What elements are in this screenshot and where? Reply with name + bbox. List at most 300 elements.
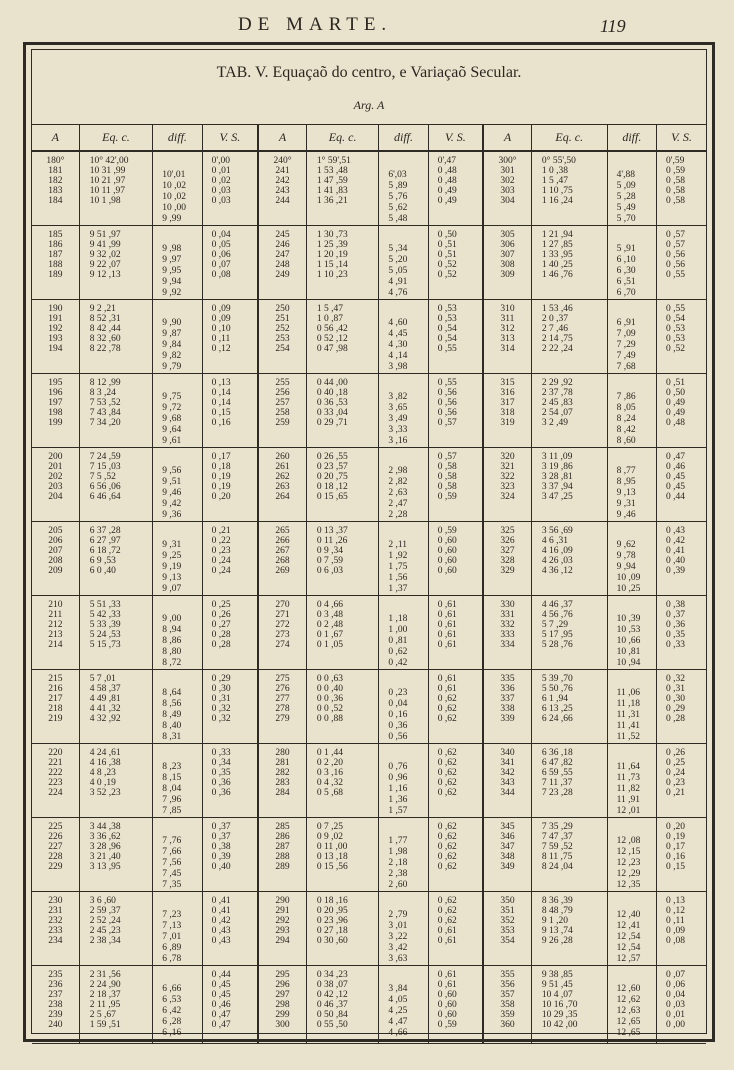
a-value: 213 bbox=[48, 630, 63, 640]
eq-value: 8 3 ,24 bbox=[89, 388, 116, 398]
vs-value: 0 ,59 bbox=[437, 492, 457, 502]
a-value: 198 bbox=[48, 408, 63, 418]
a-value: 335 bbox=[500, 674, 515, 684]
cell-diff bbox=[607, 226, 656, 300]
vs-value: 0 ,41 bbox=[666, 546, 686, 556]
eq-value: 0 23 ,57 bbox=[316, 462, 348, 472]
diff-value: 1 ,36 bbox=[388, 795, 408, 805]
col-header-vs: V. S. bbox=[428, 125, 483, 152]
a-value: 344 bbox=[500, 788, 515, 798]
eq-value: 3 37 ,94 bbox=[541, 482, 573, 492]
diff-value: 8 ,94 bbox=[162, 625, 182, 635]
cell-eq bbox=[531, 596, 607, 670]
vs-value: 0 ,56 bbox=[437, 398, 457, 408]
a-value: 277 bbox=[275, 694, 290, 704]
cell-a bbox=[483, 818, 531, 892]
vs-value: 0 ,36 bbox=[211, 778, 231, 788]
cell-eq bbox=[531, 892, 607, 966]
a-value: 238 bbox=[48, 1000, 63, 1010]
eq-value: 6 0 ,40 bbox=[89, 566, 116, 576]
vs-value: 0 ,24 bbox=[211, 556, 231, 566]
cell-a bbox=[258, 522, 306, 596]
cell-diff bbox=[379, 966, 428, 1044]
vs-value: 0 ,48 bbox=[666, 418, 686, 428]
vs-value: 0 ,59 bbox=[666, 166, 686, 176]
a-value: 340 bbox=[500, 748, 515, 758]
a-value: 306 bbox=[500, 240, 515, 250]
diff-value: 9 ,42 bbox=[162, 499, 182, 509]
eq-value: 0 13 ,37 bbox=[316, 526, 348, 536]
diff-value: 3 ,33 bbox=[388, 425, 408, 435]
eq-value: 7 23 ,28 bbox=[541, 788, 573, 798]
cell-diff bbox=[379, 151, 428, 226]
vs-value: 0 ,58 bbox=[666, 196, 686, 206]
eq-value: 0 20 ,75 bbox=[316, 472, 348, 482]
diff-value: 4 ,60 bbox=[388, 318, 408, 328]
diff-value: 7 ,09 bbox=[616, 329, 636, 339]
a-value: 322 bbox=[500, 472, 515, 482]
eq-value: 1 40 ,25 bbox=[541, 260, 573, 270]
eq-value: 4 36 ,12 bbox=[541, 566, 573, 576]
vs-value: 0 ,33 bbox=[666, 640, 686, 650]
eq-value: 10 4 ,07 bbox=[541, 990, 573, 1000]
eq-value: 9 51 ,97 bbox=[89, 230, 121, 240]
diff-value: 6 ,66 bbox=[162, 984, 182, 994]
a-value: 240° bbox=[273, 156, 292, 166]
vs-value: 0 ,38 bbox=[211, 842, 231, 852]
page-number: 119 bbox=[600, 16, 626, 36]
diff-value: 9 ,79 bbox=[162, 362, 182, 372]
a-value: 241 bbox=[275, 166, 290, 176]
eq-value: 1 53 ,46 bbox=[541, 304, 573, 314]
diff-value: 8 ,95 bbox=[616, 477, 636, 487]
vs-value: 0 ,25 bbox=[211, 600, 231, 610]
a-value: 305 bbox=[500, 230, 515, 240]
a-value: 287 bbox=[275, 842, 290, 852]
eq-value: 9 12 ,13 bbox=[89, 270, 121, 280]
cell-vs bbox=[657, 226, 706, 300]
vs-value: 0 ,60 bbox=[437, 556, 457, 566]
vs-value: 0 ,55 bbox=[437, 344, 457, 354]
diff-value: 1 ,37 bbox=[388, 584, 408, 594]
a-value: 207 bbox=[48, 546, 63, 556]
eq-value: 1 36 ,21 bbox=[316, 196, 348, 206]
eq-value: 0 47 ,98 bbox=[316, 344, 348, 354]
eq-value: 7 59 ,52 bbox=[541, 842, 573, 852]
diff-offset bbox=[153, 526, 201, 540]
cell-diff bbox=[607, 744, 656, 818]
a-value: 239 bbox=[48, 1010, 63, 1020]
eq-value: 1 5 ,47 bbox=[541, 176, 569, 186]
diff-value: 3 ,63 bbox=[388, 954, 408, 964]
col-header-a: A bbox=[258, 125, 306, 152]
cell-eq bbox=[531, 670, 607, 744]
vs-value: 0 ,62 bbox=[437, 916, 457, 926]
a-value: 320 bbox=[500, 452, 515, 462]
eq-value: 0 18 ,12 bbox=[316, 482, 348, 492]
a-value: 270 bbox=[275, 600, 290, 610]
diff-value: 6 ,91 bbox=[616, 318, 636, 328]
col-header-diff: diff. bbox=[153, 125, 202, 152]
a-value: 296 bbox=[275, 980, 290, 990]
diff-value: 9 ,94 bbox=[616, 562, 636, 572]
a-value: 194 bbox=[48, 344, 63, 354]
diff-offset bbox=[153, 452, 201, 466]
eq-value: 4 32 ,92 bbox=[89, 714, 121, 724]
diff-value: 8 ,05 bbox=[616, 403, 636, 413]
vs-value: 0 ,12 bbox=[211, 344, 231, 354]
vs-value: 0 ,16 bbox=[211, 418, 231, 428]
diff-value: 5 ,34 bbox=[388, 244, 408, 254]
table-row bbox=[32, 818, 706, 892]
vs-value: 0 ,39 bbox=[211, 852, 231, 862]
a-value: 349 bbox=[500, 862, 515, 872]
table-row bbox=[32, 300, 706, 374]
vs-value: 0 ,19 bbox=[211, 482, 231, 492]
eq-value: 1 59 ,51 bbox=[89, 1020, 121, 1030]
eq-value: 0 15 ,56 bbox=[316, 862, 348, 872]
diff-value: 10 ,02 bbox=[162, 181, 186, 191]
header-row bbox=[32, 125, 706, 152]
cell-a bbox=[32, 448, 79, 522]
a-value: 325 bbox=[500, 526, 515, 536]
eq-value: 9 41 ,99 bbox=[89, 240, 121, 250]
diff-value: 12 ,23 bbox=[616, 858, 641, 868]
vs-value: 0 ,20 bbox=[211, 492, 231, 502]
eq-value: 10 11 ,97 bbox=[89, 186, 125, 196]
table-row bbox=[32, 374, 706, 448]
eq-value: 1 16 ,24 bbox=[541, 196, 573, 206]
a-value: 293 bbox=[275, 926, 290, 936]
eq-value: 8 11 ,75 bbox=[541, 852, 573, 862]
vs-value: 0 ,43 bbox=[211, 936, 231, 946]
eq-value: 0 3 ,16 bbox=[316, 768, 344, 778]
vs-value: 0 ,62 bbox=[437, 862, 457, 872]
diff-value: 8 ,80 bbox=[162, 647, 182, 657]
diff-value: 8 ,86 bbox=[162, 636, 182, 646]
a-value: 316 bbox=[500, 388, 515, 398]
vs-value: 0 ,38 bbox=[666, 600, 686, 610]
eq-value: 1 47 ,59 bbox=[316, 176, 348, 186]
col-header-eq: Eq. c. bbox=[306, 125, 378, 152]
cell-vs bbox=[428, 151, 483, 226]
eq-value: 5 50 ,76 bbox=[541, 684, 573, 694]
a-value: 269 bbox=[275, 566, 290, 576]
a-value: 247 bbox=[275, 250, 290, 260]
diff-value: 4 ,05 bbox=[388, 995, 408, 1005]
cell-diff bbox=[379, 596, 428, 670]
vs-value: 0 ,60 bbox=[437, 990, 457, 1000]
eq-value: 0 15 ,65 bbox=[316, 492, 348, 502]
equation-table bbox=[32, 124, 706, 1044]
diff-value: 0 ,62 bbox=[388, 647, 408, 657]
cell-diff bbox=[153, 670, 202, 744]
eq-value: 4 6 ,31 bbox=[541, 536, 569, 546]
vs-value: 0 ,19 bbox=[666, 832, 686, 842]
diff-value: 7 ,76 bbox=[162, 836, 182, 846]
a-value: 311 bbox=[500, 314, 515, 324]
diff-value: 8 ,56 bbox=[162, 699, 182, 709]
vs-value: 0 ,61 bbox=[437, 610, 457, 620]
eq-value: 0 38 ,07 bbox=[316, 980, 348, 990]
a-value: 208 bbox=[48, 556, 63, 566]
diff-value: 2 ,79 bbox=[388, 910, 408, 920]
vs-value: 0 ,12 bbox=[666, 906, 686, 916]
diff-value: 4 ,47 bbox=[388, 1017, 408, 1027]
diff-value: 9 ,68 bbox=[162, 414, 182, 424]
a-value: 345 bbox=[500, 822, 515, 832]
diff-value: 3 ,01 bbox=[388, 921, 408, 931]
a-value: 297 bbox=[275, 990, 290, 1000]
a-value: 323 bbox=[500, 482, 515, 492]
a-value: 304 bbox=[500, 196, 515, 206]
a-value: 267 bbox=[275, 546, 290, 556]
cell-a bbox=[32, 670, 79, 744]
vs-value: 0 ,28 bbox=[666, 714, 686, 724]
cell-diff bbox=[153, 966, 202, 1044]
vs-value: 0 ,51 bbox=[437, 250, 457, 260]
diff-value: 6 ,42 bbox=[162, 1006, 182, 1016]
eq-value: 6 18 ,72 bbox=[89, 546, 121, 556]
vs-value: 0 ,59 bbox=[437, 526, 457, 536]
cell-diff bbox=[607, 966, 656, 1044]
diff-value: 5 ,70 bbox=[616, 214, 636, 224]
eq-value: 0 3 ,48 bbox=[316, 610, 344, 620]
cell-diff bbox=[607, 818, 656, 892]
cell-diff bbox=[153, 300, 202, 374]
eq-value: 2 14 ,75 bbox=[541, 334, 573, 344]
vs-value: 0 ,23 bbox=[211, 546, 231, 556]
a-value: 302 bbox=[500, 176, 515, 186]
col-header-diff: diff. bbox=[379, 125, 428, 152]
eq-value: 8 48 ,79 bbox=[541, 906, 573, 916]
a-value: 312 bbox=[500, 324, 515, 334]
eq-value: 3 36 ,62 bbox=[89, 832, 121, 842]
diff-value: 1 ,57 bbox=[388, 806, 408, 816]
cell-vs bbox=[202, 226, 258, 300]
diff-value: 6 ,51 bbox=[616, 277, 636, 287]
cell-a bbox=[258, 966, 306, 1044]
diff-value: 4',88 bbox=[616, 170, 635, 180]
a-value: 289 bbox=[275, 862, 290, 872]
vs-value: 0 ,50 bbox=[666, 388, 686, 398]
vs-value: 0 ,62 bbox=[437, 748, 457, 758]
cell-vs bbox=[202, 374, 258, 448]
eq-value: 9 1 ,20 bbox=[541, 916, 569, 926]
a-value: 197 bbox=[48, 398, 63, 408]
a-value: 286 bbox=[275, 832, 290, 842]
eq-value: 5 39 ,70 bbox=[541, 674, 573, 684]
diff-value: 6 ,10 bbox=[616, 255, 636, 265]
vs-value: 0 ,03 bbox=[211, 196, 231, 206]
a-value: 262 bbox=[275, 472, 290, 482]
vs-value: 0 ,45 bbox=[211, 980, 231, 990]
cell-diff bbox=[153, 448, 202, 522]
cell-eq bbox=[531, 374, 607, 448]
cell-eq bbox=[79, 226, 153, 300]
diff-value: 5 ,89 bbox=[388, 181, 408, 191]
a-value: 257 bbox=[275, 398, 290, 408]
eq-value: 0 56 ,42 bbox=[316, 324, 348, 334]
eq-value: 0 2 ,48 bbox=[316, 620, 344, 630]
eq-value: 2 38 ,34 bbox=[89, 936, 121, 946]
cell-diff bbox=[153, 596, 202, 670]
cell-a bbox=[32, 300, 79, 374]
eq-value: 6 13 ,25 bbox=[541, 704, 573, 714]
eq-value: 6 37 ,28 bbox=[89, 526, 121, 536]
vs-value: 0 ,47 bbox=[666, 452, 686, 462]
vs-value: 0 ,37 bbox=[211, 822, 231, 832]
a-value: 190 bbox=[48, 304, 63, 314]
a-value: 324 bbox=[500, 492, 515, 502]
eq-value: 0 23 ,96 bbox=[316, 916, 348, 926]
a-value: 291 bbox=[275, 906, 290, 916]
a-value: 253 bbox=[275, 334, 290, 344]
eq-value: 1 53 ,48 bbox=[316, 166, 348, 176]
eq-value: 0° 55',50 bbox=[541, 156, 576, 166]
running-title: DE MARTE. bbox=[238, 14, 393, 35]
cell-vs bbox=[657, 522, 706, 596]
vs-value: 0 ,17 bbox=[666, 842, 686, 852]
diff-value: 1 ,92 bbox=[388, 551, 408, 561]
eq-value: 10 29 ,35 bbox=[541, 1010, 578, 1020]
diff-value: 5 ,49 bbox=[616, 203, 636, 213]
vs-value: 0 ,32 bbox=[666, 674, 686, 684]
eq-value: 2 0 ,37 bbox=[541, 314, 569, 324]
vs-value: 0 ,59 bbox=[437, 1020, 457, 1030]
a-value: 249 bbox=[275, 270, 290, 280]
vs-value: 0 ,57 bbox=[666, 240, 686, 250]
cell-vs bbox=[202, 892, 258, 966]
eq-value: 5 33 ,39 bbox=[89, 620, 121, 630]
eq-value: 3 28 ,96 bbox=[89, 842, 121, 852]
diff-value: 11 ,73 bbox=[616, 773, 641, 783]
a-value: 295 bbox=[275, 970, 290, 980]
cell-vs bbox=[657, 966, 706, 1044]
cell-eq bbox=[79, 670, 153, 744]
a-value: 206 bbox=[48, 536, 63, 546]
vs-value: 0 ,32 bbox=[211, 714, 231, 724]
diff-value: 9 ,82 bbox=[162, 351, 182, 361]
diff-value: 3 ,16 bbox=[388, 436, 408, 446]
a-value: 263 bbox=[275, 482, 290, 492]
cell-eq bbox=[306, 522, 378, 596]
vs-value: 0 ,01 bbox=[666, 1010, 686, 1020]
diff-value: 6 ,70 bbox=[616, 288, 636, 298]
diff-value: 6',03 bbox=[388, 170, 407, 180]
vs-value: 0 ,28 bbox=[211, 640, 231, 650]
diff-offset bbox=[153, 600, 201, 614]
diff-offset bbox=[153, 970, 201, 984]
vs-value: 0 ,03 bbox=[211, 186, 231, 196]
a-value: 342 bbox=[500, 768, 515, 778]
a-value: 186 bbox=[48, 240, 63, 250]
diff-value: 9 ,64 bbox=[162, 425, 182, 435]
cell-a bbox=[32, 522, 79, 596]
table-row bbox=[32, 522, 706, 596]
diff-value: 10 ,09 bbox=[616, 573, 641, 583]
cell-diff bbox=[607, 300, 656, 374]
a-value: 278 bbox=[275, 704, 290, 714]
cell-diff bbox=[379, 744, 428, 818]
table-row bbox=[32, 744, 706, 818]
vs-value: 0 ,61 bbox=[437, 674, 457, 684]
a-value: 271 bbox=[275, 610, 290, 620]
diff-value: 3 ,65 bbox=[388, 403, 408, 413]
cell-a bbox=[32, 744, 79, 818]
diff-value: 2 ,28 bbox=[388, 510, 408, 520]
eq-value: 4 49 ,81 bbox=[89, 694, 121, 704]
vs-value: 0 ,15 bbox=[211, 408, 231, 418]
vs-value: 0 ,28 bbox=[211, 630, 231, 640]
vs-value: 0 ,45 bbox=[666, 472, 686, 482]
diff-value: 2 ,18 bbox=[388, 858, 408, 868]
diff-offset bbox=[379, 452, 427, 466]
cell-diff bbox=[379, 300, 428, 374]
eq-value: 0 9 ,02 bbox=[316, 832, 344, 842]
a-value: 232 bbox=[48, 916, 63, 926]
diff-value: 12 ,35 bbox=[616, 880, 641, 890]
a-value: 264 bbox=[275, 492, 290, 502]
vs-value: 0 ,62 bbox=[437, 758, 457, 768]
cell-a bbox=[258, 892, 306, 966]
cell-a bbox=[483, 966, 531, 1044]
cell-vs bbox=[428, 892, 483, 966]
cell-eq bbox=[306, 448, 378, 522]
vs-value: 0 ,58 bbox=[437, 462, 457, 472]
a-value: 265 bbox=[275, 526, 290, 536]
diff-offset bbox=[379, 822, 427, 836]
vs-value: 0 ,27 bbox=[211, 620, 231, 630]
col-header-eq: Eq. c. bbox=[531, 125, 607, 152]
eq-value: 2 18 ,37 bbox=[89, 990, 121, 1000]
eq-value: 9 22 ,07 bbox=[89, 260, 121, 270]
diff-value: 0 ,16 bbox=[388, 710, 408, 720]
diff-value: 12 ,65 bbox=[616, 1028, 641, 1038]
eq-value: 7 5 ,52 bbox=[89, 472, 116, 482]
vs-value: 0',59 bbox=[666, 156, 685, 166]
vs-value: 0 ,26 bbox=[211, 610, 231, 620]
diff-offset bbox=[608, 230, 656, 244]
eq-value: 2 22 ,24 bbox=[541, 344, 573, 354]
vs-value: 0 ,11 bbox=[666, 916, 685, 926]
vs-value: 0 ,36 bbox=[666, 620, 686, 630]
a-value: 180° bbox=[46, 156, 65, 166]
cell-a bbox=[483, 448, 531, 522]
a-value: 301 bbox=[500, 166, 515, 176]
a-value: 250 bbox=[275, 304, 290, 314]
eq-value: 8 22 ,78 bbox=[89, 344, 121, 354]
a-value: 352 bbox=[500, 916, 515, 926]
eq-value: 10 21 ,97 bbox=[89, 176, 126, 186]
a-value: 260 bbox=[275, 452, 290, 462]
diff-value: 12 ,62 bbox=[616, 995, 641, 1005]
diff-value: 3 ,49 bbox=[388, 414, 408, 424]
vs-value: 0 ,32 bbox=[211, 704, 231, 714]
a-value: 350 bbox=[500, 896, 515, 906]
cell-eq bbox=[531, 966, 607, 1044]
a-value: 290 bbox=[275, 896, 290, 906]
vs-value: 0 ,62 bbox=[437, 778, 457, 788]
vs-value: 0 ,61 bbox=[437, 970, 457, 980]
cell-a bbox=[32, 226, 79, 300]
cell-vs bbox=[202, 670, 258, 744]
eq-value: 0 42 ,12 bbox=[316, 990, 348, 1000]
cell-diff bbox=[153, 522, 202, 596]
vs-value: 0 ,26 bbox=[666, 748, 686, 758]
diff-value: 5 ,62 bbox=[388, 203, 408, 213]
a-value: 331 bbox=[500, 610, 515, 620]
